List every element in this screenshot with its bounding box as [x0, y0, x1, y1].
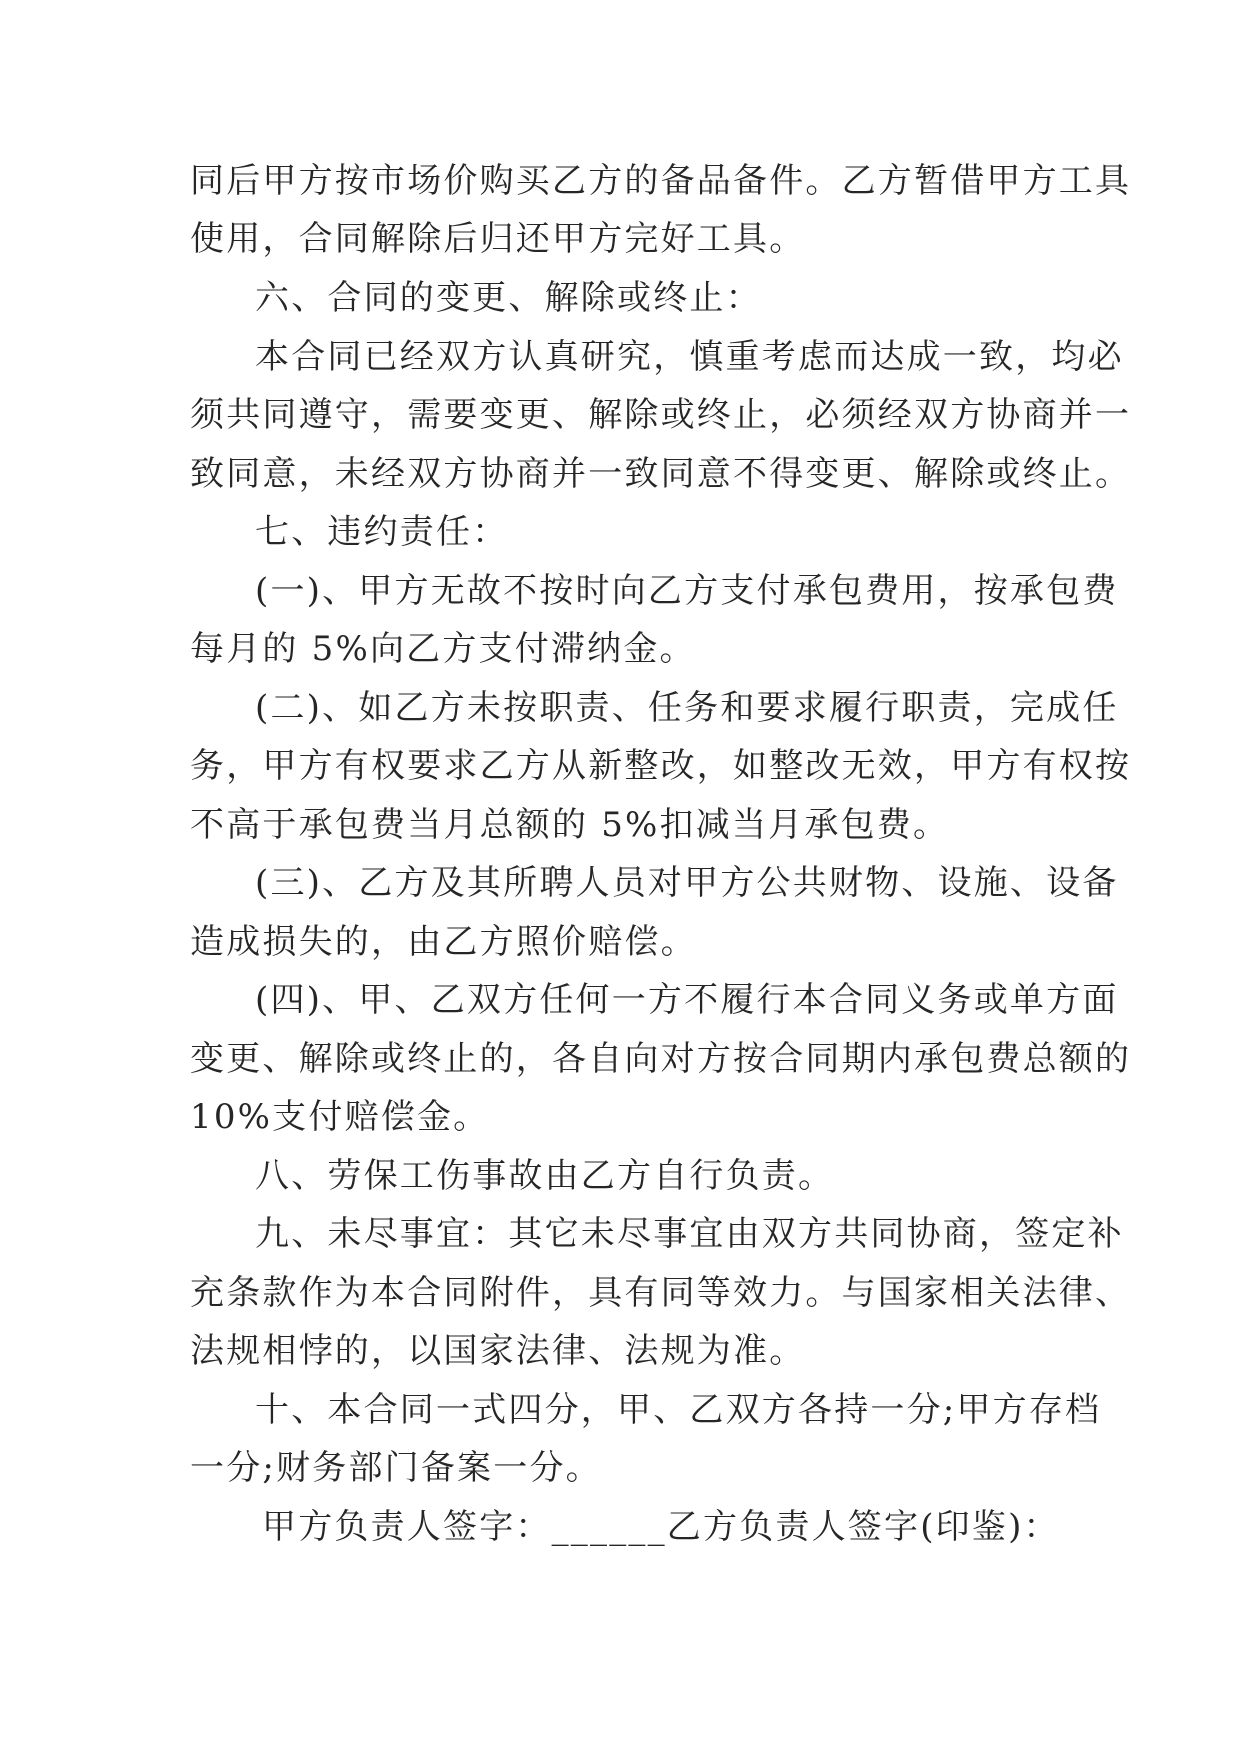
paragraph-line: (三)、乙方及其所聘人员对甲方公共财物、设施、设备: [255, 863, 1119, 903]
paragraph-line: 造成损失的，由乙方照价赔偿。: [190, 922, 697, 962]
paragraph-line: 一分;财务部门备案一分。: [190, 1448, 602, 1488]
section-heading: 六、合同的变更、解除或终止：: [255, 278, 762, 318]
paragraph-line: 充条款作为本合同附件，具有同等效力。与国家相关法律、: [190, 1273, 1132, 1313]
section-heading: 九、未尽事宜：其它未尽事宜由双方共同协商，签定补: [255, 1214, 1124, 1254]
section-heading: 七、违约责任：: [255, 512, 509, 552]
paragraph-line: 须共同遵守，需要变更、解除或终止，必须经双方协商并一: [190, 395, 1132, 435]
paragraph-line: (四)、甲、乙双方任何一方不履行本合同义务或单方面: [255, 980, 1119, 1020]
paragraph-line: 变更、解除或终止的，各自向对方按合同期内承包费总额的: [190, 1039, 1132, 1079]
paragraph-line: 不高于承包费当月总额的 5%扣减当月承包费。: [190, 805, 950, 845]
section-heading: 十、本合同一式四分，甲、乙双方各持一分;甲方存档: [255, 1390, 1102, 1430]
paragraph-line: 同后甲方按市场价购买乙方的备品备件。乙方暂借甲方工具: [190, 161, 1132, 201]
paragraph-line: (一)、甲方无故不按时向乙方支付承包费用，按承包费: [255, 571, 1119, 611]
paragraph-line: 致同意，未经双方协商并一致同意不得变更、解除或终止。: [190, 454, 1132, 494]
paragraph-line: 10%支付赔偿金。: [190, 1097, 490, 1137]
paragraph-line: 法规相悖的，以国家法律、法规为准。: [190, 1331, 806, 1371]
paragraph-line: 使用，合同解除后归还甲方完好工具。: [190, 219, 806, 259]
paragraph-line: 每月的 5%向乙方支付滞纳金。: [190, 629, 696, 669]
paragraph-line: 本合同已经双方认真研究，慎重考虑而达成一致，均必: [255, 337, 1124, 377]
paragraph-line: (二)、如乙方未按职责、任务和要求履行职责，完成任: [255, 688, 1119, 728]
section-heading: 八、劳保工伤事故由乙方自行负责。: [255, 1156, 835, 1196]
paragraph-line: 务，甲方有权要求乙方从新整改，如整改无效，甲方有权按: [190, 746, 1132, 786]
signature-line: 甲方负责人签字：______乙方负责人签字(印鉴)：: [262, 1507, 1060, 1547]
